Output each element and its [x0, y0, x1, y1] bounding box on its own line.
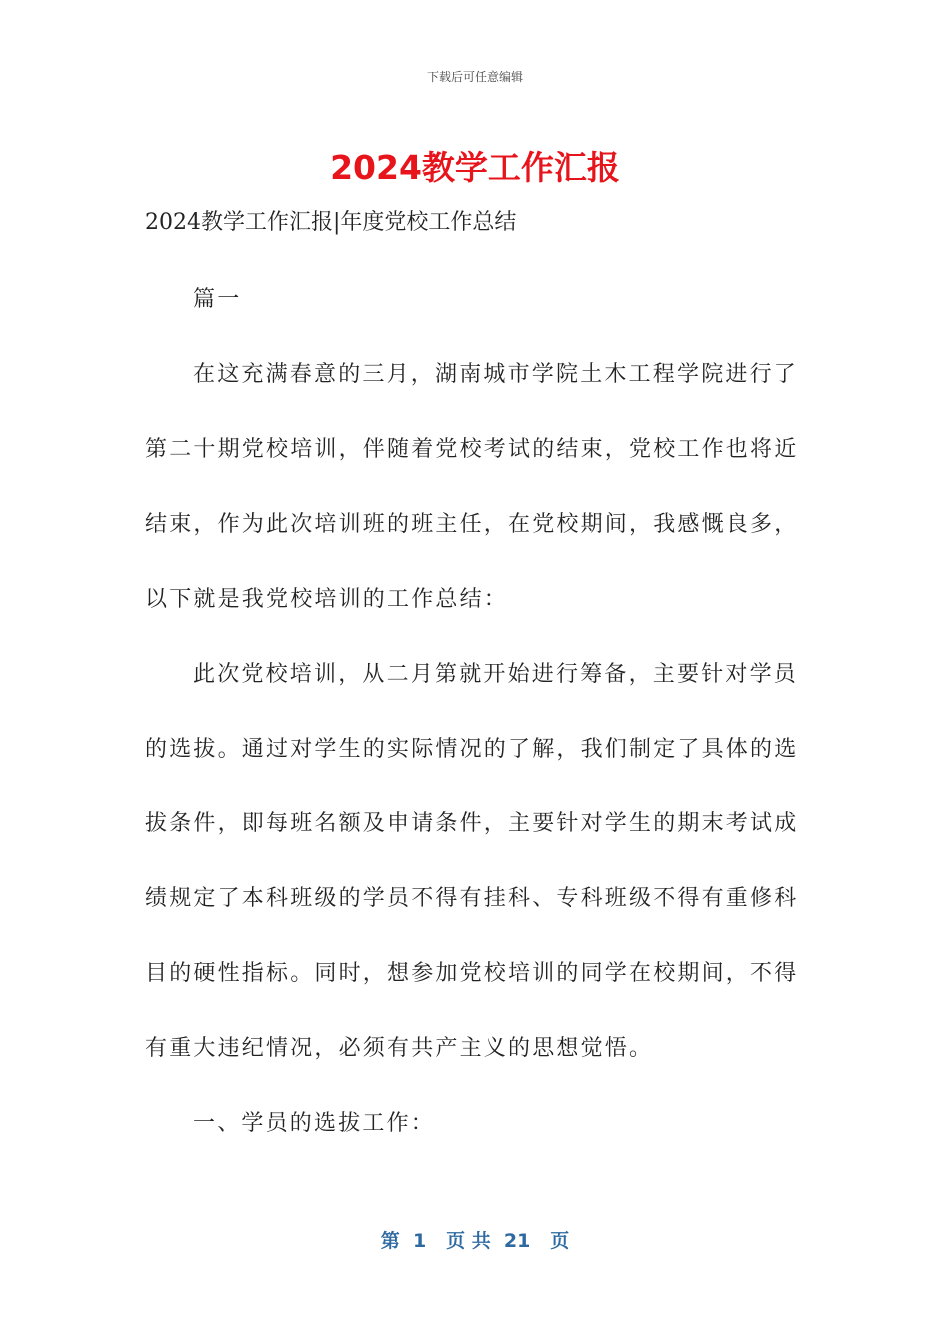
- header-note: 下载后可任意编辑: [426, 70, 523, 84]
- paragraph-line: 绩规定了本科班级的学员不得有挂科、专科班级不得有重修科: [145, 886, 799, 911]
- paragraph-line: 有重大违纪情况，必须有共产主义的思想觉悟。: [145, 1036, 654, 1061]
- paragraph-line: 在这充满春意的三月，湖南城市学院土木工程学院进行了: [193, 362, 799, 387]
- paragraph-line: 第二十期党校培训，伴随着党校考试的结束，党校工作也将近: [145, 437, 799, 462]
- paragraph-line: 拔条件，即每班名额及申请条件，主要针对学生的期末考试成: [145, 811, 799, 836]
- page-number: 第 1 页 共 21 页: [380, 1230, 570, 1252]
- paragraph-line: 结束，作为此次培训班的班主任，在党校期间，我感慨良多，: [145, 512, 799, 537]
- paragraph-line: 以下就是我党校培训的工作总结：: [145, 587, 509, 612]
- document-subtitle: 2024教学工作汇报|年度党校工作总结: [145, 210, 517, 235]
- section-heading: 一、学员的选拔工作：: [193, 1111, 436, 1136]
- paragraph-line: 此次党校培训，从二月第就开始进行筹备，主要针对学员: [193, 662, 799, 687]
- paragraph-line: 的选拔。通过对学生的实际情况的了解，我们制定了具体的选: [145, 737, 799, 762]
- paragraph-line: 目的硬性指标。同时，想参加党校培训的同学在校期间，不得: [145, 961, 799, 986]
- document-title: 2024教学工作汇报: [330, 148, 620, 187]
- section-label: 篇一: [193, 287, 242, 312]
